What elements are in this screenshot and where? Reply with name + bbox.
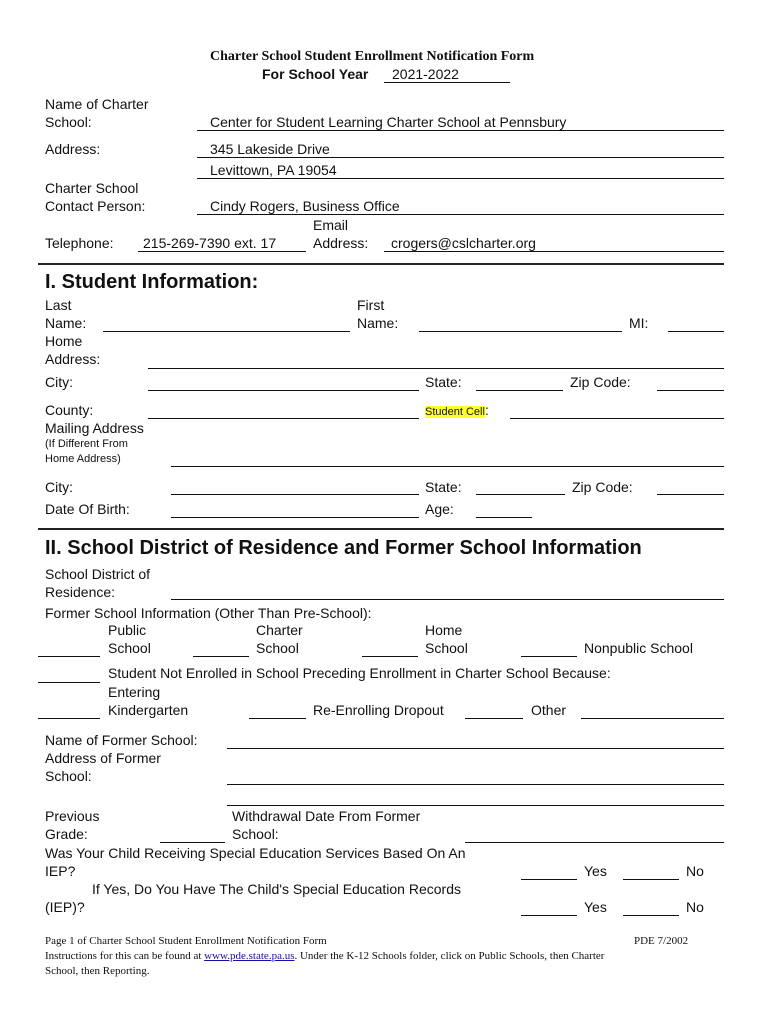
first-name-input[interactable] xyxy=(419,331,622,332)
section-divider-1 xyxy=(38,263,724,265)
other-label: Other xyxy=(531,702,567,718)
nonpublic-checkline[interactable] xyxy=(521,656,577,657)
zip-input[interactable] xyxy=(657,390,724,391)
county-label: County: xyxy=(45,402,94,418)
mailing-note-2: Home Address) xyxy=(45,453,121,465)
student-cell-highlight: Student Cell xyxy=(425,406,485,418)
footer-instructions-suffix: . Under the K-12 Schools folder, click on Public Schools, then Charter xyxy=(294,950,605,962)
public-school-checkline[interactable] xyxy=(38,656,100,657)
entering-label-2: Kindergarten xyxy=(108,702,189,718)
prev-grade-label-1: Previous xyxy=(45,808,100,824)
address-line2-field[interactable]: Levittown, PA 19054 xyxy=(210,162,337,178)
contact-field[interactable]: Cindy Rogers, Business Office xyxy=(210,198,400,214)
mailing-address-label: Mailing Address xyxy=(45,420,144,436)
dob-input[interactable] xyxy=(171,517,419,518)
records-yes-checkline[interactable] xyxy=(521,915,577,916)
section-divider-2 xyxy=(38,528,724,530)
prev-grade-input[interactable] xyxy=(160,842,225,843)
footer-page-info: Page 1 of Charter School Student Enrollment Notification Form xyxy=(45,935,327,947)
address-line1-underline xyxy=(197,157,724,158)
footer-instructions-line2: School, then Reporting. xyxy=(45,965,150,977)
home-label-2: School xyxy=(425,640,468,656)
iep-question-1: Was Your Child Receiving Special Education Services Based On An xyxy=(45,845,466,861)
former-name-input[interactable] xyxy=(227,748,724,749)
withdrawal-input[interactable] xyxy=(465,842,724,843)
iep-no-checkline[interactable] xyxy=(623,879,679,880)
student-cell-input[interactable] xyxy=(510,418,724,419)
home-address-label-2: Address: xyxy=(45,351,101,367)
contact-underline xyxy=(197,214,724,215)
public-label-1: Public xyxy=(108,622,147,638)
mailing-note-1: (If Different From xyxy=(45,438,128,450)
not-enrolled-label: Student Not Enrolled in School Preceding Enrollment in Charter School Because: xyxy=(108,665,611,681)
records-yes-label: Yes xyxy=(584,899,607,915)
county-input[interactable] xyxy=(148,418,419,419)
city-label: City: xyxy=(45,374,73,390)
district-label-1: School District of xyxy=(45,566,151,582)
records-question-1: If Yes, Do You Have The Child's Special Education Records xyxy=(92,881,461,897)
telephone-underline xyxy=(138,251,306,252)
zip-label: Zip Code: xyxy=(570,374,631,390)
home-address-input[interactable] xyxy=(148,368,724,369)
state-input[interactable] xyxy=(476,390,563,391)
home-label-1: Home xyxy=(425,622,463,638)
mailing-address-input[interactable] xyxy=(171,466,724,467)
home-address-label-1: Home xyxy=(45,333,83,349)
withdrawal-label-1: Withdrawal Date From Former xyxy=(232,808,421,824)
footer-code: PDE 7/2002 xyxy=(634,935,689,947)
reenrolling-checkline[interactable] xyxy=(249,718,306,719)
former-address-input-2[interactable] xyxy=(227,805,724,806)
address-line1-field[interactable]: 345 Lakeside Drive xyxy=(210,141,330,157)
pde-link[interactable]: www.pde.state.pa.us xyxy=(204,950,295,962)
iep-no-label: No xyxy=(686,863,704,879)
last-name-label-1: Last xyxy=(45,297,72,313)
district-label-2: Residence: xyxy=(45,584,116,600)
other-input[interactable] xyxy=(581,718,724,719)
charter-school-checkline[interactable] xyxy=(193,656,249,657)
public-label-2: School xyxy=(108,640,151,656)
email-label-2: Address: xyxy=(313,235,369,251)
state-label: State: xyxy=(425,374,462,390)
iep-yes-label: Yes xyxy=(584,863,607,879)
city2-input[interactable] xyxy=(171,494,419,495)
email-underline xyxy=(384,251,724,252)
former-address-label-1: Address of Former xyxy=(45,750,161,766)
state2-input[interactable] xyxy=(476,494,565,495)
last-name-input[interactable] xyxy=(103,331,350,332)
city2-label: City: xyxy=(45,479,73,495)
zip2-input[interactable] xyxy=(657,494,724,495)
footer-instructions-prefix: Instructions for this can be found at xyxy=(45,950,205,962)
contact-label-1: Charter School xyxy=(45,180,139,196)
first-name-label-2: Name: xyxy=(357,315,399,331)
former-info-label: Former School Information (Other Than Pre-School): xyxy=(45,605,372,621)
school-year-value[interactable]: 2021-2022 xyxy=(392,66,459,82)
entering-label-1: Entering xyxy=(108,684,161,700)
records-question-2: (IEP)? xyxy=(45,899,85,915)
zip2-label: Zip Code: xyxy=(572,479,633,495)
charter-label-2: School xyxy=(256,640,299,656)
email-label-1: Email xyxy=(313,217,349,233)
first-name-label-1: First xyxy=(357,297,385,313)
section1-title: I. Student Information: xyxy=(45,271,259,293)
section2-title: II. School District of Residence and Former School Information xyxy=(45,537,642,559)
age-label: Age: xyxy=(425,501,454,517)
school-year-label: For School Year xyxy=(262,66,369,82)
email-field[interactable]: crogers@cslcharter.org xyxy=(391,235,536,251)
charter-name-field[interactable]: Center for Student Learning Charter School at Pennsbury xyxy=(210,114,567,130)
charter-name-label-2: School: xyxy=(45,114,92,130)
records-no-checkline[interactable] xyxy=(623,915,679,916)
charter-label-1: Charter xyxy=(256,622,303,638)
footer-instructions xyxy=(45,949,604,964)
mi-label: MI: xyxy=(629,315,649,331)
form-title: Charter School Student Enrollment Notification Form xyxy=(210,49,535,64)
telephone-label: Telephone: xyxy=(45,235,114,251)
former-address-label-2: School: xyxy=(45,768,92,784)
former-name-label: Name of Former School: xyxy=(45,732,198,748)
telephone-field[interactable]: 215-269-7390 ext. 17 xyxy=(143,235,277,251)
not-enrolled-checkline[interactable] xyxy=(38,682,100,683)
kindergarten-checkline[interactable] xyxy=(38,718,100,719)
home-school-checkline[interactable] xyxy=(362,656,418,657)
contact-label-2: Contact Person: xyxy=(45,198,146,214)
student-cell-colon: : xyxy=(484,402,489,418)
address-label: Address: xyxy=(45,141,101,157)
charter-name-label-1: Name of Charter xyxy=(45,96,149,112)
charter-name-underline xyxy=(197,130,724,131)
prev-grade-label-2: Grade: xyxy=(45,826,88,842)
state2-label: State: xyxy=(425,479,462,495)
former-address-input-1[interactable] xyxy=(227,784,724,785)
school-year-underline xyxy=(384,82,510,83)
iep-question-2: IEP? xyxy=(45,863,76,879)
dob-label: Date Of Birth: xyxy=(45,501,130,517)
nonpublic-label: Nonpublic School xyxy=(584,640,693,656)
reenrolling-label: Re-Enrolling Dropout xyxy=(313,702,444,718)
district-input[interactable] xyxy=(171,599,724,600)
age-input[interactable] xyxy=(476,517,532,518)
student-cell-label xyxy=(425,402,489,421)
records-no-label: No xyxy=(686,899,704,915)
city-input[interactable] xyxy=(148,390,419,391)
last-name-label-2: Name: xyxy=(45,315,87,331)
withdrawal-label-2: School: xyxy=(232,826,279,842)
other-checkline[interactable] xyxy=(465,718,523,719)
iep-yes-checkline[interactable] xyxy=(521,879,577,880)
address-line2-underline xyxy=(197,178,724,179)
mi-input[interactable] xyxy=(668,331,724,332)
